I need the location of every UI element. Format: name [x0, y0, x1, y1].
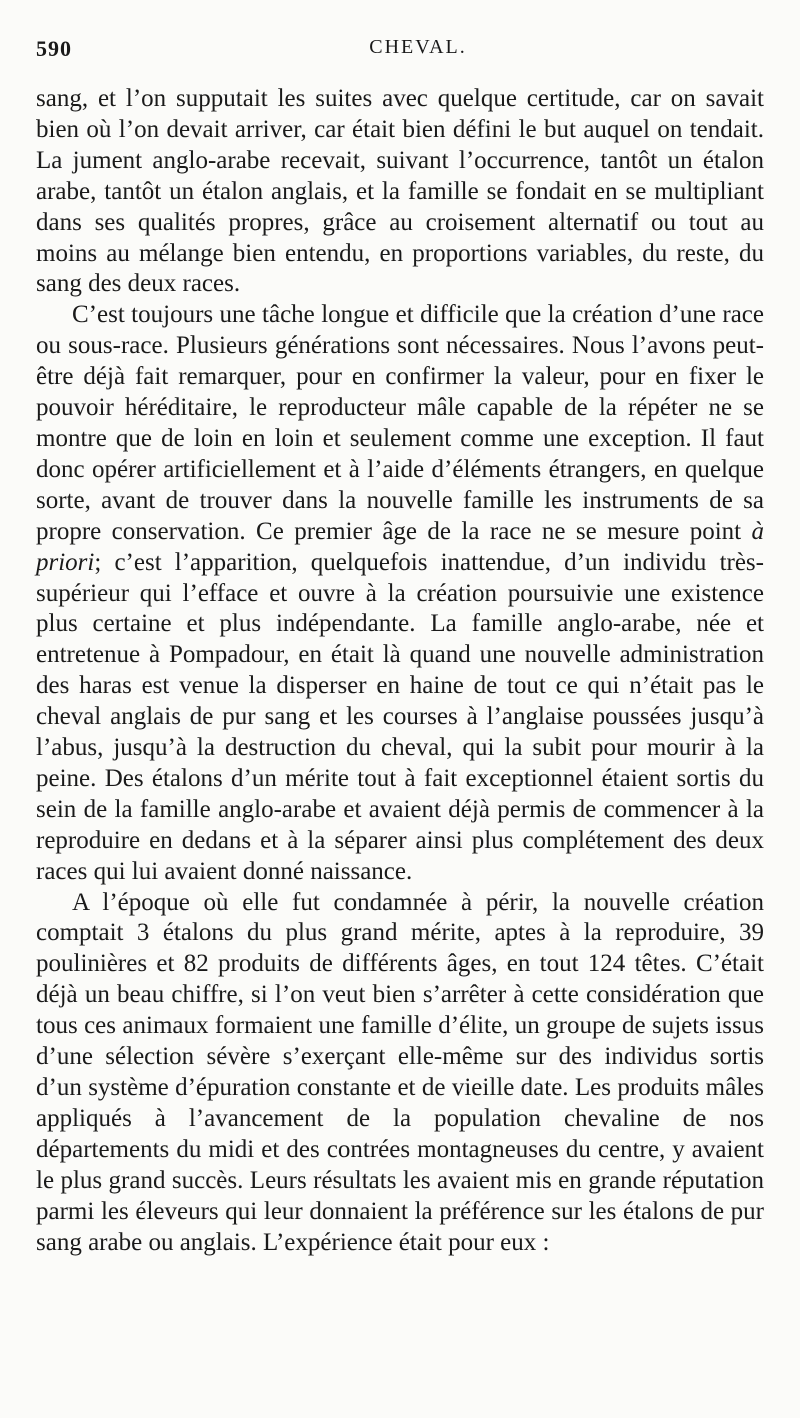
paragraph-text: A l’époque où elle fut condamnée à périr, la nouvelle création comptait 3 étalons du plus grand mérite, aptes à la reproduire, 39 poulinières et 82 produits de différents âges, en tout 124 têtes. C’était déjà un beau chiffre, si l’on veut bien s’arrêter à cette considération que tous ces animaux formaient une famille d’élite, un groupe de sujets issus d’une sélection sévère s’exerçant elle-même sur des individus sortis d’un système d’épuration constante et de vieille date. Les produits mâles appliqués à l’avancement de la population chevaline de nos départements du midi et des contrées montagneuses du centre, y avaient le plus grand succès. Leurs résultats les avaient mis en grande réputation parmi les éleveurs qui leur donnaient la préférence sur les étalons de pur sang arabe ou anglais. L’expérience était pour eux : [36, 888, 764, 1256]
paragraph [36, 84, 764, 300]
paragraph [36, 888, 764, 1259]
running-title: CHEVAL. [369, 36, 467, 58]
body-text [36, 84, 764, 1258]
paragraph [36, 300, 764, 887]
paragraph-text: ; c’est l’apparition, quelquefois inattendue, d’un individu très-supérieur qui l’efface et ouvre à la création poursuivie une existence plus certaine et plus indépendante. La famille anglo-arabe, née et entretenue à Pompadour, en était là quand une nouvelle administration des haras est venue la disperser en haine de tout ce qui n’était pas le cheval anglais de pur sang et les courses à l’anglaise poussées jusqu’à l’abus, jusqu’à la destruction du cheval, qui la subit pour mourir à la peine. Des étalons d’un mérite tout à fait exceptionnel étaient sortis du sein de la famille anglo-arabe et avaient déjà permis de commencer à la reproduire en dedans et à la séparer ainsi plus complétement des deux races qui lui avaient donné naissance. [36, 548, 764, 885]
running-head [36, 36, 764, 66]
italic-phrase: à priori [36, 517, 764, 576]
paragraph-text: C’est toujours une tâche longue et difficile que la création d’une race ou sous-race. Plusieurs générations sont nécessaires. Nous l’avons peut-être déjà fait remarquer, pour en confirmer la valeur, pour en fixer le pouvoir héréditaire, le reproducteur mâle capable de la répéter ne se montre que de loin en loin et seulement comme une exception. Il faut donc opérer artificiellement et à l’aide d’éléments étrangers, en quelque sorte, avant de trouver dans la nouvelle famille les instruments de sa propre conservation. Ce premier âge de la race ne se mesure point [36, 301, 764, 545]
paragraph-text: sang, et l’on supputait les suites avec quelque certitude, car on savait bien où l’on devait arriver, car était bien défini le but auquel on tendait. La jument anglo-arabe recevait, suivant l’occurrence, tantôt un étalon arabe, tantôt un étalon anglais, et la famille se fondait en se multipliant dans ses qualités propres, grâce au croisement alternatif ou tout au moins au mélange bien entendu, en proportions variables, du reste, du sang des deux races. [36, 85, 764, 298]
page-number: 590 [36, 36, 72, 61]
